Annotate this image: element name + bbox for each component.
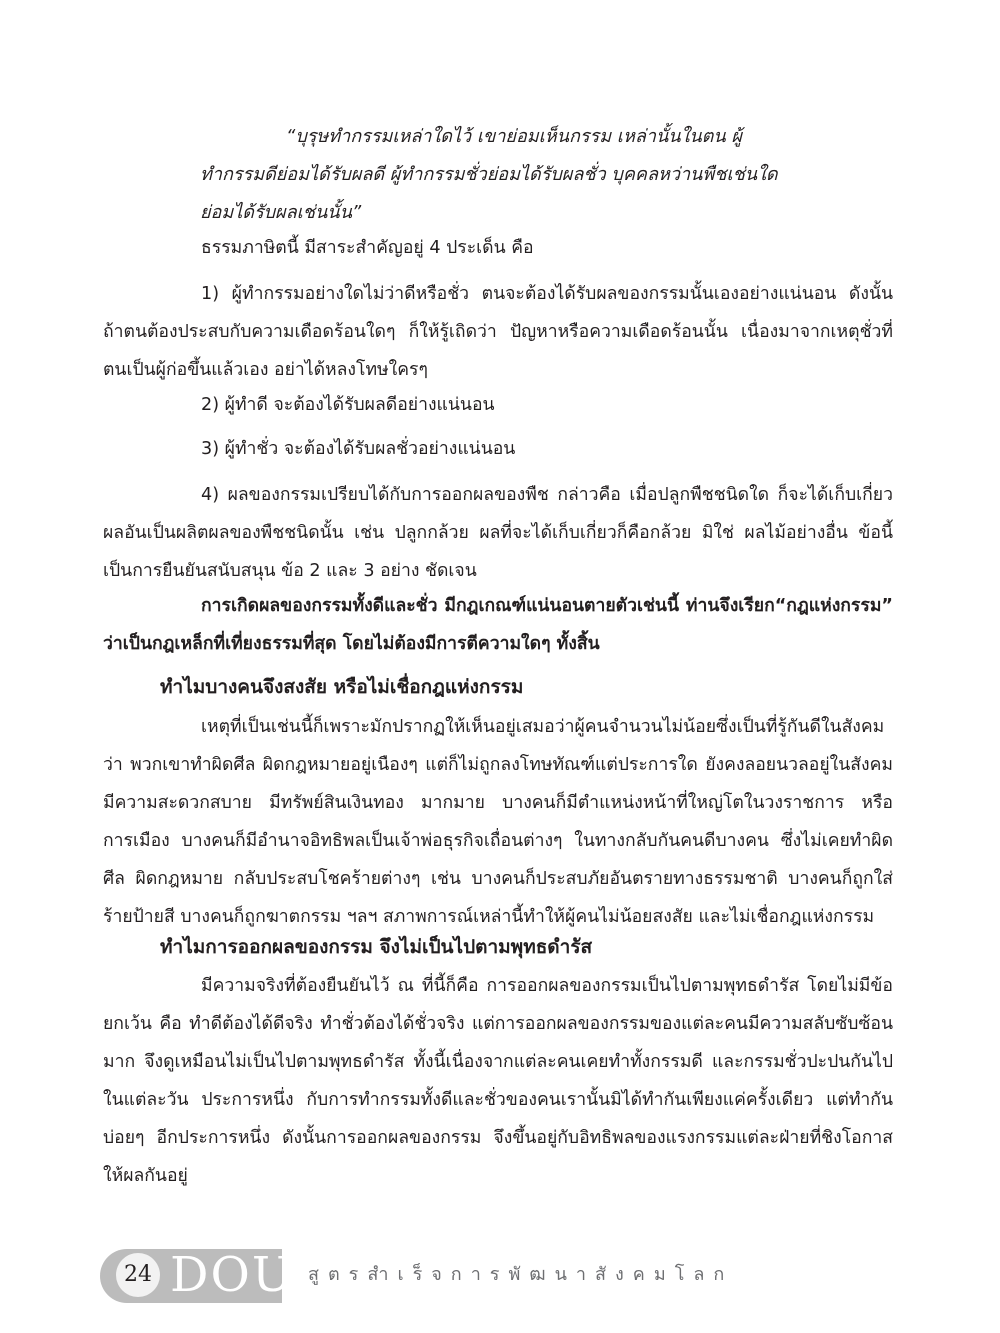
point-1-paragraph: 1) ผู้ทำกรรมอย่างใดไม่ว่าดีหรือชั่ว ตนจะต้องได้รับผลของกรรมนั้นเองอย่างแน่นอน ดังนั้น ถ้าตนต้องประสบกับความเดือดร้อนใดๆ ก็ให้รู้เถิดว่า ปัญหาหรือความเดือดร้อนนั้น เนื่องมาจากเหตุชั่วที่ตนเป็นผู้ก่อขึ้นแล้วเอง อย่าได้หลงโทษใครๆ [103,284,893,380]
section-heading: ทำไมบางคนจึงสงสัย หรือไม่เชื่อกฎแห่งกรรม [160,676,524,698]
buddhist-quote [200,118,800,232]
point-4-paragraph: 4) ผลของกรรมเปรียบได้กับการออกผลของพืช กล่าวคือ เมื่อปลูกพืชชนิดใด ก็จะได้เก็บเกี่ยวผลอันเป็นผลิตผลของพืชชนิดนั้น เช่น ปลูกกล้วย ผลที่จะได้เก็บเกี่ยวก็คือกล้วย มิใช่ ผลไม้อย่างอื่น ข้อนี้เป็นการยืนยันสนับสนุน ข้อ 2 และ 3 อย่าง ชัดเจน [103,485,893,581]
section-2-body: มีความจริงที่ต้องยืนยันไว้ ณ ที่นี้ก็คือ การออกผลของกรรมเป็นไปตามพุทธดำรัส โดยไม่มีข้อยกเว้น คือ ทำดีต้องได้ดีจริง ทำชั่วต้องได้ชั่วจริง แต่การออกผลของกรรมของแต่ละคนมีความสลับซับซ้อนมาก จึงดูเหมือนไม่เป็นไปตามพุทธดำรัส ทั้งนี้เนื่องจากแต่ละคนเคยทำทั้งกรรมดี และกรรมชั่วปะปนกันไปในแต่ละวัน ประการหนึ่ง กับการทำกรรมทั้งดีและชั่วของคนเรานั้นมิได้ทำกันเพียงแค่ครั้งเดียว แต่ทำกันบ่อยๆ อีกประการหนึ่ง ดังนั้นการออกผลของกรรม จึงขึ้นอยู่กับอิทธิพลของแรงกรรมแต่ละฝ่ายที่ชิงโอกาสให้ผลกันอยู่ [103,976,893,1186]
section-heading: ทำไมการออกผลของกรรม จึงไม่เป็นไปตามพุทธดำรัส [160,936,593,958]
point-3-paragraph: 3) ผู้ทำชั่ว จะต้องได้รับผลชั่วอย่างแน่นอน [201,439,516,459]
dou-logo: DOU [170,1247,295,1303]
series-title: สูตรสำเร็จการพัฒนาสังคมโลก [308,1264,734,1285]
page-footer [100,1246,920,1306]
quote-line: ทำกรรมดีย่อมได้รับผลดี ผู้ทำกรรมชั่วย่อมได้รับผลชั่ว บุคคลหว่านพืชเช่นใด [200,164,778,185]
emphasis-paragraph: การเกิดผลของกรรมทั้งดีและชั่ว มีกฎเกณฑ์แน่นอนตายตัวเช่นนี้ ท่านจึงเรียก“กฎแห่งกรรม” ว่าเป็นกฎเหล็กที่เที่ยงธรรมที่สุด โดยไม่ต้องมีการตีความใดๆ ทั้งสิ้น [103,596,893,654]
section-1-body: เหตุที่เป็นเช่นนี้ก็เพราะมักปรากฏให้เห็นอยู่เสมอว่าผู้คนจำนวนไม่น้อยซึ่งเป็นที่รู้กันดีในสังคมว่า พวกเขาทำผิดศีล ผิดกฎหมายอยู่เนืองๆ แต่ก็ไม่ถูกลงโทษทัณฑ์แต่ประการใด ยังคงลอยนวลอยู่ในสังคม มีความสะดวกสบาย มีทรัพย์สินเงินทอง มากมาย บางคนก็มีตำแหน่งหน้าที่ใหญ่โตในวงราชการ หรือการเมือง บางคนก็มีอำนาจอิทธิพลเป็นเจ้าพ่อธุรกิจเถื่อนต่างๆ ในทางกลับกันคนดีบางคน ซึ่งไม่เคยทำผิดศีล ผิดกฎหมาย กลับประสบโชคร้ายต่างๆ เช่น บางคนก็ประสบภัยอันตรายทางธรรมชาติ บางคนก็ถูกใส่ร้ายป้ายสี บางคนก็ถูกฆาตกรรม ฯลฯ สภาพการณ์เหล่านี้ทำให้ผู้คนไม่น้อยสงสัย และไม่เชื่อกฎแห่งกรรม [103,717,893,927]
quote-line: “บุรุษทำกรรมเหล่าใดไว้ เขาย่อมเห็นกรรม เหล่านั้นในตน ผู้ [286,126,742,147]
quote-line: ย่อมได้รับผลเช่นนั้น” [200,202,362,223]
intro-paragraph: ธรรมภาษิตนี้ มีสาระสำคัญอยู่ 4 ประเด็น คือ [201,238,534,258]
point-2-paragraph: 2) ผู้ทำดี จะต้องได้รับผลดีอย่างแน่นอน [201,395,495,415]
page-number: 24 [116,1253,160,1297]
